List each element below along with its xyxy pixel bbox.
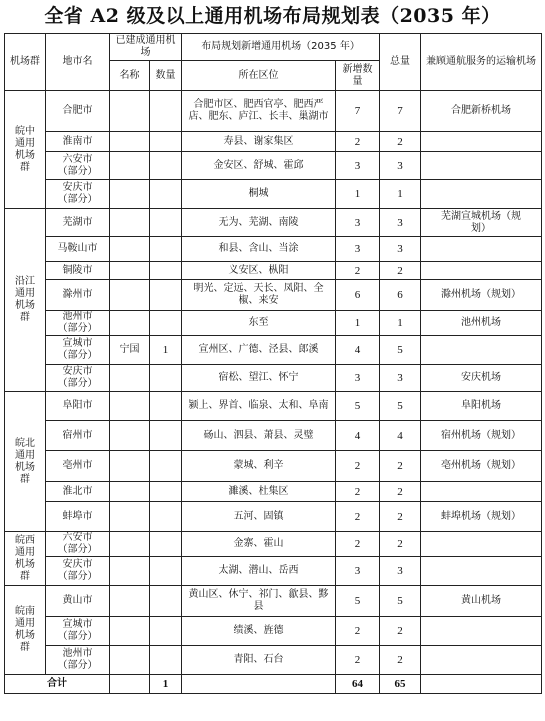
built-name-cell (110, 209, 150, 237)
city-cell: 马鞍山市 (46, 237, 110, 262)
header-location: 所在区位 (182, 61, 336, 91)
built-count-cell (150, 482, 182, 502)
table-row (5, 237, 542, 262)
transport-cell (421, 532, 542, 557)
built-name-cell (110, 365, 150, 392)
new-count-cell: 4 (336, 421, 380, 451)
city-cell: 池州市（部分） (46, 646, 110, 675)
transport-cell (421, 262, 542, 280)
new-count-cell: 2 (336, 132, 380, 152)
table-row (5, 152, 542, 180)
total-cell: 4 (380, 421, 421, 451)
totals-built-name (110, 675, 150, 694)
group-name: 皖北通用机场群 (5, 392, 46, 532)
built-count-cell (150, 180, 182, 209)
built-name-cell (110, 180, 150, 209)
table-row (5, 482, 542, 502)
transport-cell (421, 482, 542, 502)
new-count-cell: 2 (336, 262, 380, 280)
table-row (5, 451, 542, 482)
built-count-cell (150, 311, 182, 336)
total-cell: 2 (380, 646, 421, 675)
built-name-cell (110, 392, 150, 421)
built-name-cell (110, 617, 150, 646)
new-count-cell: 3 (336, 557, 380, 586)
built-name-cell (110, 532, 150, 557)
location-cell: 绩溪、旌德 (182, 617, 336, 646)
table-row (5, 91, 542, 132)
new-count-cell: 4 (336, 336, 380, 365)
transport-cell: 池州机场 (421, 311, 542, 336)
new-count-cell: 3 (336, 209, 380, 237)
new-count-cell: 5 (336, 392, 380, 421)
total-cell: 2 (380, 262, 421, 280)
city-cell: 芜湖市 (46, 209, 110, 237)
header-built-count: 数量 (150, 61, 182, 91)
city-cell: 淮北市 (46, 482, 110, 502)
total-cell: 7 (380, 91, 421, 132)
transport-cell (421, 237, 542, 262)
city-cell: 滁州市 (46, 280, 110, 311)
built-name-cell (110, 482, 150, 502)
total-cell: 3 (380, 237, 421, 262)
transport-cell: 宿州机场（规划） (421, 421, 542, 451)
transport-cell (421, 617, 542, 646)
built-name-cell: 宁国 (110, 336, 150, 365)
new-count-cell: 2 (336, 482, 380, 502)
transport-cell: 滁州机场（规划） (421, 280, 542, 311)
new-count-cell: 6 (336, 280, 380, 311)
location-cell: 蒙城、利辛 (182, 451, 336, 482)
location-cell: 黄山区、休宁、祁门、歙县、黟县 (182, 586, 336, 617)
total-cell: 2 (380, 617, 421, 646)
location-cell: 金寨、霍山 (182, 532, 336, 557)
transport-cell: 安庆机场 (421, 365, 542, 392)
built-count-cell (150, 617, 182, 646)
built-name-cell (110, 152, 150, 180)
table-body (5, 91, 542, 675)
transport-cell: 阜阳机场 (421, 392, 542, 421)
built-name-cell (110, 502, 150, 532)
city-cell: 宣城市（部分） (46, 336, 110, 365)
total-cell: 5 (380, 336, 421, 365)
location-cell: 太湖、潜山、岳西 (182, 557, 336, 586)
header-total: 总量 (380, 34, 421, 91)
city-cell: 黄山市 (46, 586, 110, 617)
built-name-cell (110, 311, 150, 336)
location-cell: 青阳、石台 (182, 646, 336, 675)
built-count-cell (150, 152, 182, 180)
transport-cell: 芜湖宣城机场（规划） (421, 209, 542, 237)
total-cell: 6 (380, 280, 421, 311)
built-count-cell: 1 (150, 336, 182, 365)
built-count-cell (150, 237, 182, 262)
new-count-cell: 3 (336, 365, 380, 392)
header-built: 已建成通用机场 (110, 34, 182, 61)
table-row (5, 365, 542, 392)
new-count-cell: 2 (336, 532, 380, 557)
location-cell: 宿松、望江、怀宁 (182, 365, 336, 392)
built-count-cell (150, 451, 182, 482)
new-count-cell: 2 (336, 617, 380, 646)
location-cell: 五河、固镇 (182, 502, 336, 532)
table-row (5, 532, 542, 557)
transport-cell (421, 180, 542, 209)
location-cell: 东至 (182, 311, 336, 336)
city-cell: 蚌埠市 (46, 502, 110, 532)
location-cell: 明光、定远、天长、凤阳、全椒、来安 (182, 280, 336, 311)
built-name-cell (110, 451, 150, 482)
new-count-cell: 1 (336, 180, 380, 209)
built-count-cell (150, 132, 182, 152)
built-count-cell (150, 586, 182, 617)
table-row (5, 421, 542, 451)
city-cell: 铜陵市 (46, 262, 110, 280)
city-cell: 合肥市 (46, 91, 110, 132)
built-count-cell (150, 646, 182, 675)
table-row (5, 617, 542, 646)
header-group: 机场群 (5, 34, 46, 91)
table-row (5, 502, 542, 532)
built-name-cell (110, 237, 150, 262)
group-name: 皖西通用机场群 (5, 532, 46, 586)
totals-total: 65 (380, 675, 421, 694)
totals-transport (421, 675, 542, 694)
total-cell: 3 (380, 152, 421, 180)
city-cell: 安庆市（部分） (46, 557, 110, 586)
total-cell: 3 (380, 365, 421, 392)
city-cell: 六安市（部分） (46, 532, 110, 557)
location-cell: 无为、芜湖、南陵 (182, 209, 336, 237)
location-cell: 砀山、泗县、萧县、灵璧 (182, 421, 336, 451)
transport-cell: 蚌埠机场（规划） (421, 502, 542, 532)
built-count-cell (150, 392, 182, 421)
transport-cell (421, 646, 542, 675)
city-cell: 宿州市 (46, 421, 110, 451)
city-cell: 宣城市（部分） (46, 617, 110, 646)
location-cell: 金安区、舒城、霍邱 (182, 152, 336, 180)
table-row (5, 180, 542, 209)
total-cell: 3 (380, 209, 421, 237)
new-count-cell: 7 (336, 91, 380, 132)
built-count-cell (150, 91, 182, 132)
city-cell: 六安市（部分） (46, 152, 110, 180)
total-cell: 1 (380, 311, 421, 336)
table-row (5, 586, 542, 617)
airport-plan-table (4, 33, 542, 694)
built-count-cell (150, 421, 182, 451)
built-name-cell (110, 280, 150, 311)
table-row (5, 209, 542, 237)
table-row (5, 392, 542, 421)
location-cell: 宣州区、广德、泾县、郎溪 (182, 336, 336, 365)
location-cell: 桐城 (182, 180, 336, 209)
transport-cell (421, 152, 542, 180)
city-cell: 阜阳市 (46, 392, 110, 421)
built-count-cell (150, 280, 182, 311)
table-row (5, 646, 542, 675)
location-cell: 合肥市区、肥西官亭、肥西严店、肥东、庐江、长丰、巢湖市 (182, 91, 336, 132)
total-cell: 1 (380, 180, 421, 209)
new-count-cell: 2 (336, 646, 380, 675)
built-count-cell (150, 262, 182, 280)
built-count-cell (150, 557, 182, 586)
total-cell: 5 (380, 586, 421, 617)
total-cell: 3 (380, 557, 421, 586)
transport-cell (421, 557, 542, 586)
new-count-cell: 3 (336, 152, 380, 180)
header-city: 地市名 (46, 34, 110, 91)
totals-built-count: 1 (150, 675, 182, 694)
location-cell: 和县、含山、当涂 (182, 237, 336, 262)
location-cell: 义安区、枞阳 (182, 262, 336, 280)
new-count-cell: 1 (336, 311, 380, 336)
totals-location (182, 675, 336, 694)
header-new-count: 新增数量 (336, 61, 380, 91)
total-cell: 2 (380, 451, 421, 482)
totals-row (5, 675, 542, 694)
new-count-cell: 2 (336, 451, 380, 482)
built-name-cell (110, 132, 150, 152)
city-cell: 亳州市 (46, 451, 110, 482)
built-name-cell (110, 421, 150, 451)
new-count-cell: 5 (336, 586, 380, 617)
total-cell: 2 (380, 132, 421, 152)
built-name-cell (110, 646, 150, 675)
transport-cell: 亳州机场（规划） (421, 451, 542, 482)
transport-cell: 黄山机场 (421, 586, 542, 617)
city-cell: 安庆市（部分） (46, 365, 110, 392)
group-name: 沿江通用机场群 (5, 209, 46, 392)
city-cell: 池州市（部分） (46, 311, 110, 336)
group-name: 皖中通用机场群 (5, 91, 46, 209)
city-cell: 安庆市（部分） (46, 180, 110, 209)
totals-label: 合计 (5, 675, 110, 694)
table-row (5, 280, 542, 311)
header-built-name: 名称 (110, 61, 150, 91)
built-name-cell (110, 586, 150, 617)
table-row (5, 311, 542, 336)
location-cell: 濉溪、杜集区 (182, 482, 336, 502)
total-cell: 2 (380, 532, 421, 557)
built-count-cell (150, 365, 182, 392)
transport-cell (421, 132, 542, 152)
table-row (5, 132, 542, 152)
table-row (5, 336, 542, 365)
city-cell: 淮南市 (46, 132, 110, 152)
location-cell: 颍上、界首、临泉、太和、阜南 (182, 392, 336, 421)
total-cell: 2 (380, 502, 421, 532)
built-count-cell (150, 502, 182, 532)
transport-cell: 合肥新桥机场 (421, 91, 542, 132)
new-count-cell: 3 (336, 237, 380, 262)
group-name: 皖南通用机场群 (5, 586, 46, 675)
total-cell: 5 (380, 392, 421, 421)
page-title: 全省 A2 级及以上通用机场布局规划表（2035 年） (44, 5, 501, 27)
location-cell: 寿县、谢家集区 (182, 132, 336, 152)
total-cell: 2 (380, 482, 421, 502)
header-planned: 布局规划新增通用机场（2035 年） (182, 34, 380, 61)
built-count-cell (150, 532, 182, 557)
table-row (5, 557, 542, 586)
new-count-cell: 2 (336, 502, 380, 532)
built-count-cell (150, 209, 182, 237)
header-transport: 兼顾通航服务的运输机场 (421, 34, 542, 91)
totals-new: 64 (336, 675, 380, 694)
built-name-cell (110, 557, 150, 586)
transport-cell (421, 336, 542, 365)
built-name-cell (110, 262, 150, 280)
built-name-cell (110, 91, 150, 132)
table-row (5, 262, 542, 280)
